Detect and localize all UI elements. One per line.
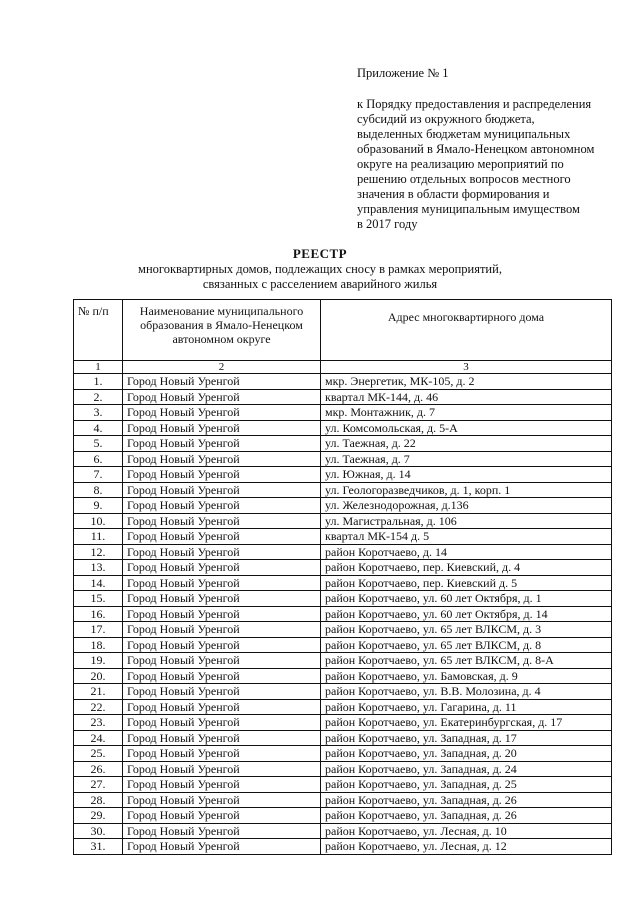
appendix-line: управления муниципальным имуществом — [357, 202, 580, 216]
row-number: 13. — [74, 560, 123, 576]
row-municipality: Город Новый Уренгой — [123, 560, 321, 576]
row-address: ул. Таежная, д. 7 — [321, 451, 612, 467]
table-row — [74, 482, 612, 498]
row-municipality: Город Новый Уренгой — [123, 575, 321, 591]
table-row — [74, 684, 612, 700]
row-address: район Коротчаево, ул. Западная, д. 26 — [321, 792, 612, 808]
table-row — [74, 637, 612, 653]
table-row — [74, 529, 612, 545]
row-address: район Коротчаево, ул. Гагарина, д. 11 — [321, 699, 612, 715]
row-municipality: Город Новый Уренгой — [123, 746, 321, 762]
table-header-row — [74, 300, 612, 361]
row-address: квартал МК-154 д. 5 — [321, 529, 612, 545]
row-number: 14. — [74, 575, 123, 591]
registry-body — [74, 374, 612, 855]
table-row — [74, 560, 612, 576]
row-address: район Коротчаево, ул. Лесная, д. 12 — [321, 839, 612, 855]
row-municipality: Город Новый Уренгой — [123, 436, 321, 452]
appendix-line: к Порядку предоставления и распределения — [357, 97, 592, 111]
table-row — [74, 544, 612, 560]
column-number-row — [74, 361, 612, 374]
row-number: 17. — [74, 622, 123, 638]
row-municipality: Город Новый Уренгой — [123, 668, 321, 684]
row-address: район Коротчаево, ул. Западная, д. 26 — [321, 808, 612, 824]
header-number: № п/п — [74, 300, 123, 361]
row-address: мкр. Энергетик, МК-105, д. 2 — [321, 374, 612, 390]
appendix-line: образований в Ямало-Ненецком автономном — [357, 142, 595, 156]
row-number: 16. — [74, 606, 123, 622]
row-municipality: Город Новый Уренгой — [123, 730, 321, 746]
row-municipality: Город Новый Уренгой — [123, 591, 321, 607]
column-number: 1 — [74, 361, 123, 374]
appendix-line: в 2017 году — [357, 217, 418, 231]
row-address: район Коротчаево, ул. 60 лет Октября, д. 1 — [321, 591, 612, 607]
row-municipality: Город Новый Уренгой — [123, 467, 321, 483]
row-number: 10. — [74, 513, 123, 529]
row-municipality: Город Новый Уренгой — [123, 622, 321, 638]
row-address: район Коротчаево, ул. Екатеринбургская, д. 17 — [321, 715, 612, 731]
row-municipality: Город Новый Уренгой — [123, 482, 321, 498]
row-municipality: Город Новый Уренгой — [123, 761, 321, 777]
column-number: 3 — [321, 361, 612, 374]
row-address: мкр. Монтажник, д. 7 — [321, 405, 612, 421]
row-municipality: Город Новый Уренгой — [123, 684, 321, 700]
table-row — [74, 591, 612, 607]
row-address: район Коротчаево, д. 14 — [321, 544, 612, 560]
row-municipality: Город Новый Уренгой — [123, 808, 321, 824]
row-municipality: Город Новый Уренгой — [123, 606, 321, 622]
table-row — [74, 498, 612, 514]
appendix-text — [357, 97, 617, 232]
table-row — [74, 746, 612, 762]
row-number: 3. — [74, 405, 123, 421]
row-municipality: Город Новый Уренгой — [123, 715, 321, 731]
row-address: район Коротчаево, пер. Киевский д. 5 — [321, 575, 612, 591]
row-number: 19. — [74, 653, 123, 669]
table-row — [74, 389, 612, 405]
row-address: район Коротчаево, ул. Лесная, д. 10 — [321, 823, 612, 839]
document-title: РЕЕСТР — [292, 246, 348, 261]
row-address: ул. Геологоразведчиков, д. 1, корп. 1 — [321, 482, 612, 498]
row-municipality: Город Новый Уренгой — [123, 451, 321, 467]
appendix-line: значения в области формирования и — [357, 187, 550, 201]
row-number: 2. — [74, 389, 123, 405]
row-municipality: Город Новый Уренгой — [123, 777, 321, 793]
row-number: 5. — [74, 436, 123, 452]
row-number: 1. — [74, 374, 123, 390]
appendix-block — [357, 66, 617, 232]
appendix-line: субсидий из окружного бюджета, — [357, 112, 535, 126]
row-address: ул. Магистральная, д. 106 — [321, 513, 612, 529]
row-municipality: Город Новый Уренгой — [123, 653, 321, 669]
row-number: 22. — [74, 699, 123, 715]
table-row — [74, 730, 612, 746]
table-row — [74, 808, 612, 824]
row-number: 23. — [74, 715, 123, 731]
row-number: 31. — [74, 839, 123, 855]
row-municipality: Город Новый Уренгой — [123, 823, 321, 839]
table-row — [74, 792, 612, 808]
row-number: 21. — [74, 684, 123, 700]
row-address: ул. Южная, д. 14 — [321, 467, 612, 483]
row-municipality: Город Новый Уренгой — [123, 420, 321, 436]
table-row — [74, 575, 612, 591]
table-row — [74, 761, 612, 777]
row-address: квартал МК-144, д. 46 — [321, 389, 612, 405]
row-number: 11. — [74, 529, 123, 545]
column-number: 2 — [123, 361, 321, 374]
row-number: 28. — [74, 792, 123, 808]
table-row — [74, 606, 612, 622]
header-municipality: Наименование муниципального образования в Ямало-Ненецком автономном округе — [123, 300, 321, 361]
table-row — [74, 405, 612, 421]
row-number: 6. — [74, 451, 123, 467]
table-row — [74, 467, 612, 483]
row-address: район Коротчаево, ул. Бамовская, д. 9 — [321, 668, 612, 684]
row-number: 30. — [74, 823, 123, 839]
row-address: район Коротчаево, ул. 60 лет Октября, д. 14 — [321, 606, 612, 622]
row-address: район Коротчаево, пер. Киевский, д. 4 — [321, 560, 612, 576]
subtitle-line: связанных с расселением аварийного жилья — [202, 277, 438, 291]
row-number: 15. — [74, 591, 123, 607]
row-municipality: Город Новый Уренгой — [123, 405, 321, 421]
row-municipality: Город Новый Уренгой — [123, 699, 321, 715]
table-row — [74, 420, 612, 436]
row-municipality: Город Новый Уренгой — [123, 544, 321, 560]
row-address: район Коротчаево, ул. В.В. Молозина, д. 4 — [321, 684, 612, 700]
row-address: район Коротчаево, ул. Западная, д. 17 — [321, 730, 612, 746]
table-row — [74, 777, 612, 793]
row-municipality: Город Новый Уренгой — [123, 498, 321, 514]
table-row — [74, 653, 612, 669]
table-row — [74, 668, 612, 684]
table-row — [74, 839, 612, 855]
row-number: 29. — [74, 808, 123, 824]
row-municipality: Город Новый Уренгой — [123, 389, 321, 405]
appendix-heading: Приложение № 1 — [357, 66, 449, 80]
row-address: район Коротчаево, ул. Западная, д. 24 — [321, 761, 612, 777]
row-number: 4. — [74, 420, 123, 436]
row-address: ул. Железнодорожная, д.136 — [321, 498, 612, 514]
table-row — [74, 823, 612, 839]
row-number: 26. — [74, 761, 123, 777]
row-address: ул. Таежная, д. 22 — [321, 436, 612, 452]
row-address: район Коротчаево, ул. 65 лет ВЛКСМ, д. 8 — [321, 637, 612, 653]
row-municipality: Город Новый Уренгой — [123, 792, 321, 808]
row-municipality: Город Новый Уренгой — [123, 374, 321, 390]
row-address: район Коротчаево, ул. Западная, д. 25 — [321, 777, 612, 793]
row-number: 12. — [74, 544, 123, 560]
appendix-line: округе на реализацию мероприятий по — [357, 157, 564, 171]
table-row — [74, 715, 612, 731]
header-address: Адрес многоквартирного дома — [321, 300, 612, 361]
table-row — [74, 513, 612, 529]
table-row — [74, 622, 612, 638]
row-address: ул. Комсомольская, д. 5-А — [321, 420, 612, 436]
document-subtitle — [0, 262, 640, 292]
row-number: 18. — [74, 637, 123, 653]
row-number: 24. — [74, 730, 123, 746]
row-municipality: Город Новый Уренгой — [123, 513, 321, 529]
appendix-line: выделенных бюджетам муниципальных — [357, 127, 571, 141]
row-address: район Коротчаево, ул. 65 лет ВЛКСМ, д. 8-А — [321, 653, 612, 669]
row-municipality: Город Новый Уренгой — [123, 637, 321, 653]
row-address: район Коротчаево, ул. Западная, д. 20 — [321, 746, 612, 762]
table-row — [74, 451, 612, 467]
row-address: район Коротчаево, ул. 65 лет ВЛКСМ, д. 3 — [321, 622, 612, 638]
appendix-line: решению отдельных вопросов местного — [357, 172, 571, 186]
row-number: 20. — [74, 668, 123, 684]
registry-table — [73, 299, 612, 855]
subtitle-line: многоквартирных домов, подлежащих сносу в рамках мероприятий, — [138, 262, 502, 276]
row-municipality: Город Новый Уренгой — [123, 839, 321, 855]
row-municipality: Город Новый Уренгой — [123, 529, 321, 545]
table-row — [74, 436, 612, 452]
table-row — [74, 699, 612, 715]
row-number: 8. — [74, 482, 123, 498]
row-number: 25. — [74, 746, 123, 762]
row-number: 9. — [74, 498, 123, 514]
row-number: 7. — [74, 467, 123, 483]
row-number: 27. — [74, 777, 123, 793]
table-row — [74, 374, 612, 390]
